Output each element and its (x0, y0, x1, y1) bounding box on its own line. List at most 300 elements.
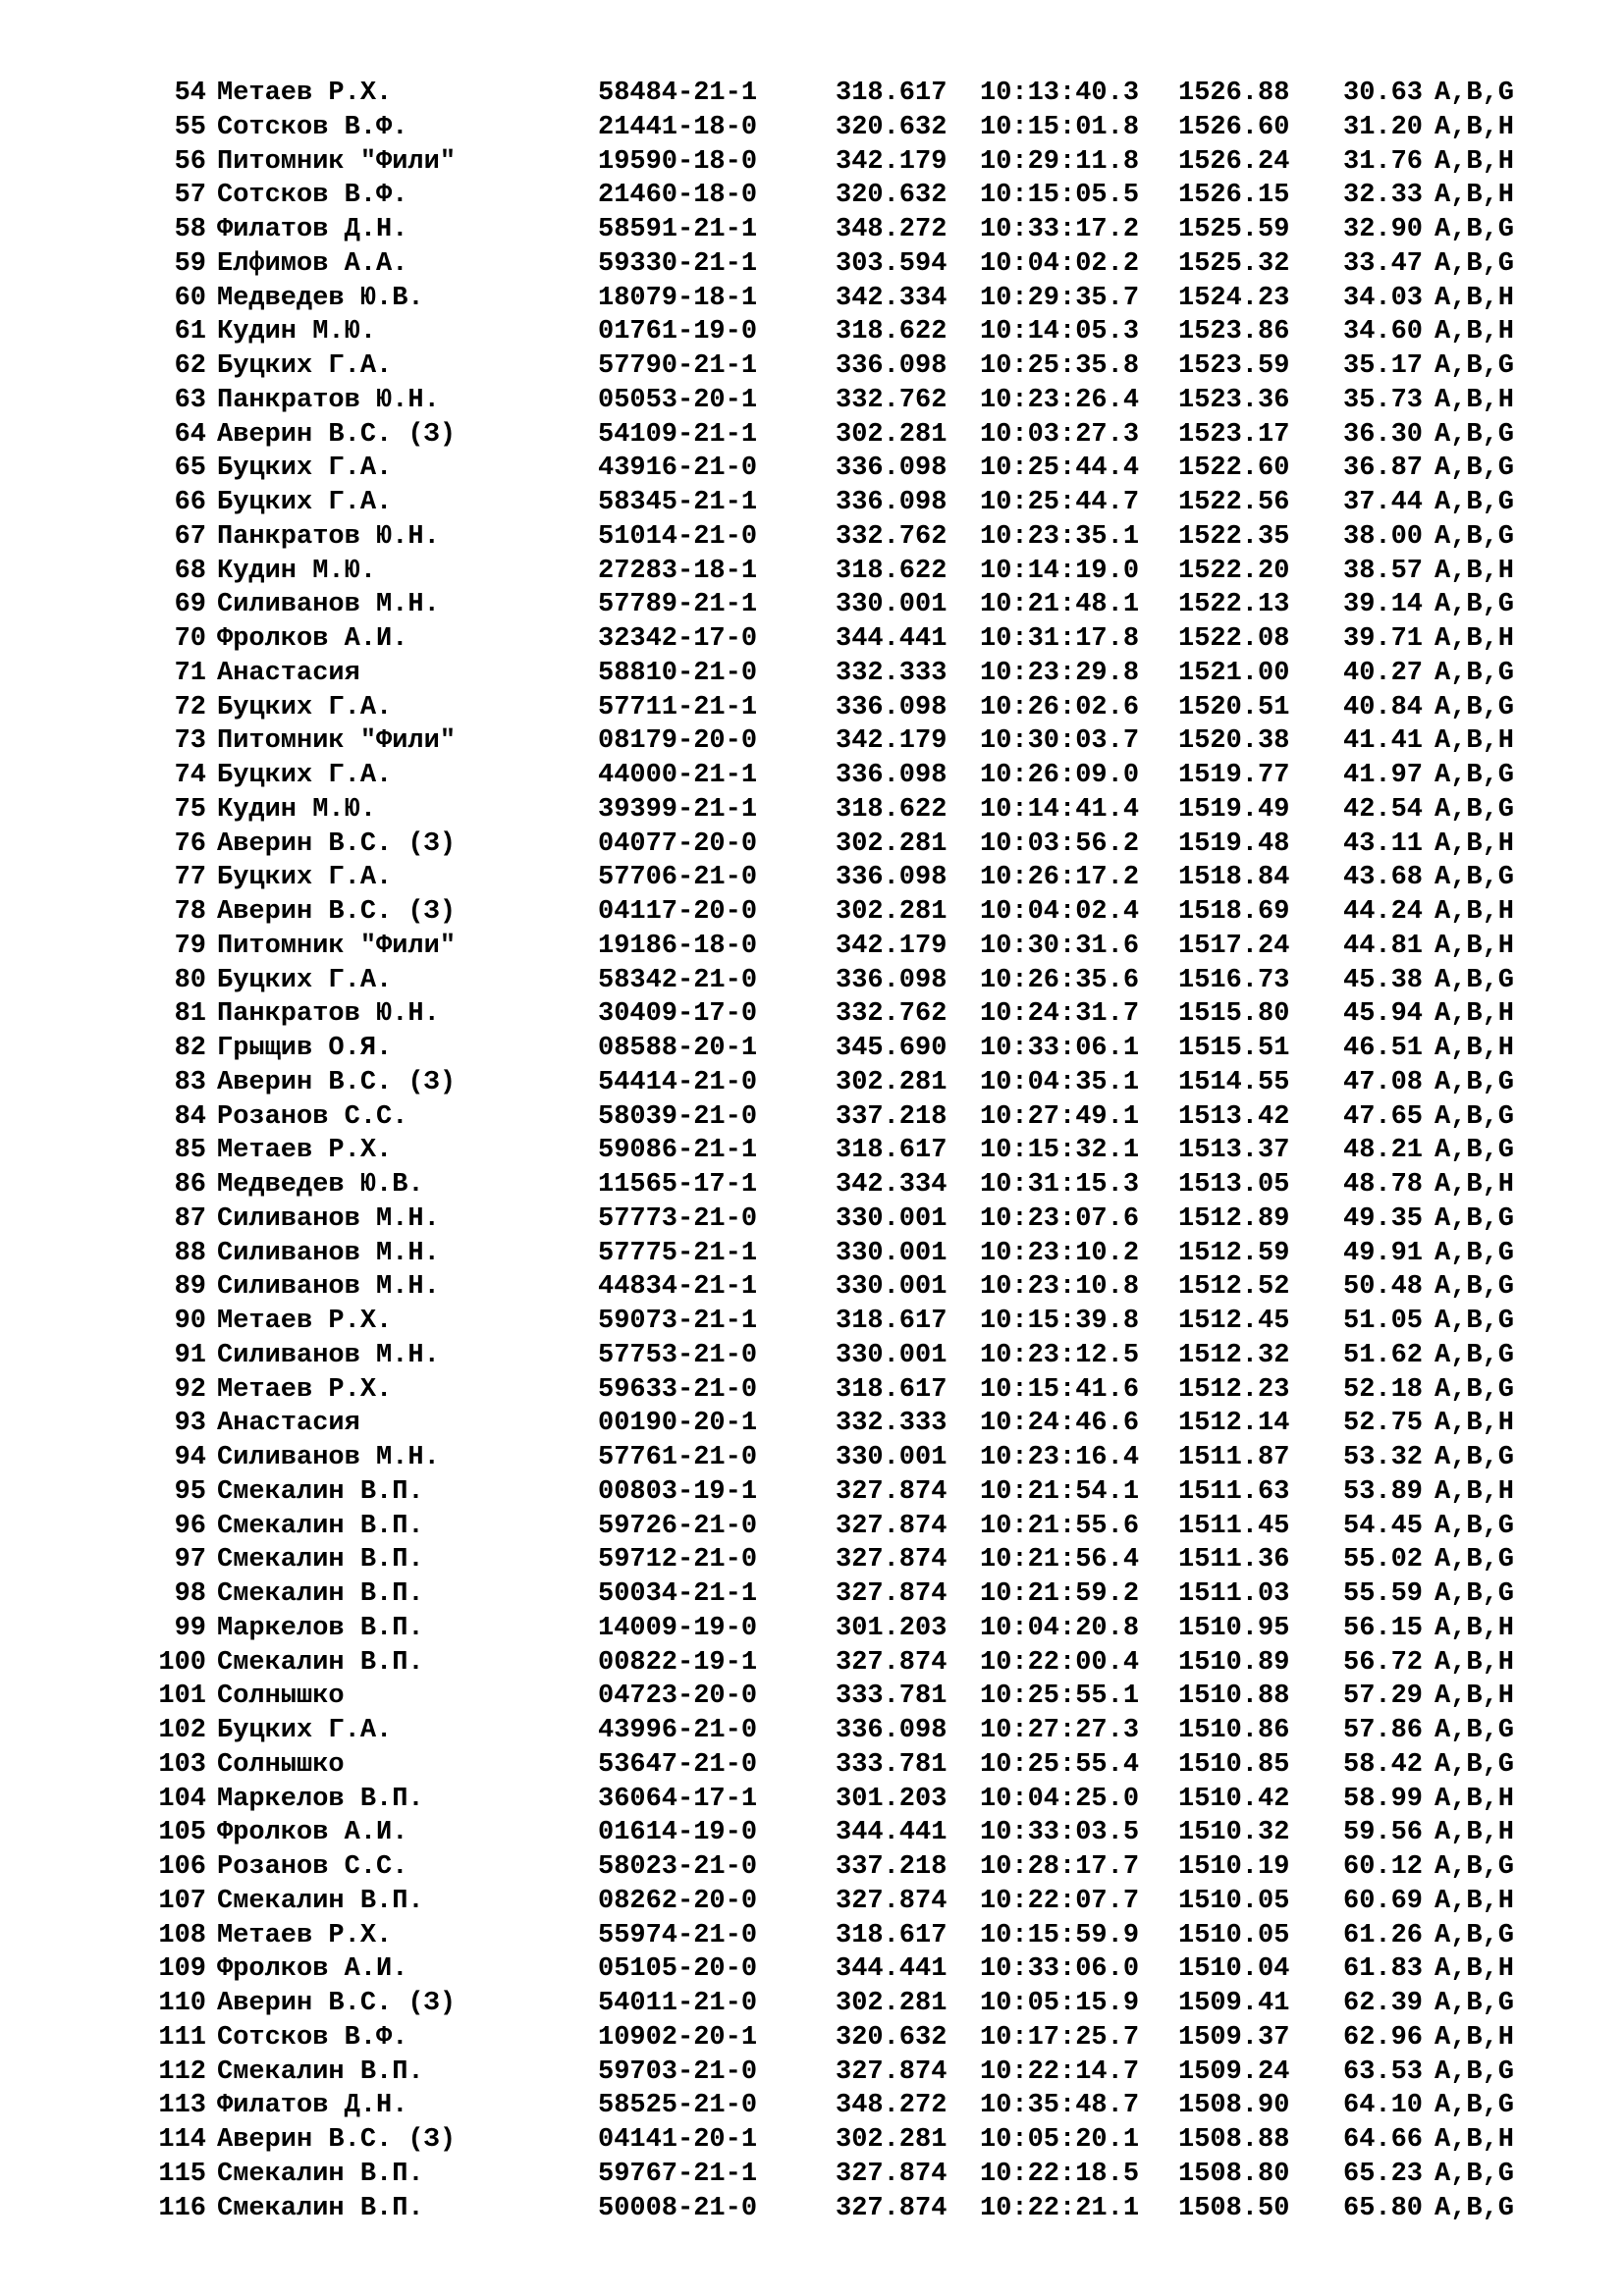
speed-cell: 1526.88 (1178, 79, 1290, 108)
arrival-time-cell: 10:15:39.8 (980, 1307, 1140, 1336)
distance-cell: 330.001 (836, 590, 947, 620)
arrival-time-cell: 10:14:41.4 (980, 794, 1140, 825)
points-cell: 31.20 (1343, 112, 1424, 142)
fancier-name-cell: Смекалин В.П. (217, 1647, 424, 1678)
speed-cell: 1521.00 (1178, 658, 1290, 688)
place-cell: 76 (174, 828, 206, 859)
fancier-name-cell: Смекалин В.П. (217, 1476, 424, 1507)
speed-cell: 1509.41 (1178, 1989, 1290, 2018)
arrival-time-cell: 10:33:03.5 (980, 1818, 1140, 1848)
place-cell: 97 (174, 1545, 206, 1575)
ring-number-cell: 43996-21-0 (598, 1716, 758, 1745)
table-row (0, 1407, 1624, 1441)
classes-cell: A,B,G (1435, 1989, 1515, 2018)
points-cell: 47.08 (1343, 1067, 1424, 1097)
distance-cell: 345.690 (836, 1034, 947, 1063)
points-cell: 60.69 (1343, 1886, 1424, 1916)
speed-cell: 1512.23 (1178, 1374, 1290, 1405)
points-cell: 64.10 (1343, 2091, 1424, 2121)
classes-cell: A,B,H (1435, 283, 1515, 313)
points-cell: 52.75 (1343, 1409, 1424, 1439)
classes-cell: A,B,G (1435, 658, 1515, 688)
points-cell: 59.56 (1343, 1818, 1424, 1848)
arrival-time-cell: 10:25:44.7 (980, 488, 1140, 517)
arrival-time-cell: 10:26:17.2 (980, 863, 1140, 893)
ring-number-cell: 57761-21-0 (598, 1443, 758, 1472)
classes-cell: A,B,G (1435, 1340, 1515, 1370)
arrival-time-cell: 10:25:55.4 (980, 1749, 1140, 1780)
place-cell: 86 (174, 1170, 206, 1200)
table-row (0, 997, 1624, 1032)
arrival-time-cell: 10:13:40.3 (980, 79, 1140, 108)
speed-cell: 1510.88 (1178, 1682, 1290, 1712)
place-cell: 94 (174, 1443, 206, 1472)
place-cell: 104 (158, 1784, 206, 1814)
fancier-name-cell: Смекалин В.П. (217, 1886, 424, 1916)
ring-number-cell: 19186-18-0 (598, 931, 758, 961)
distance-cell: 318.617 (836, 1920, 947, 1950)
speed-cell: 1511.03 (1178, 1579, 1290, 1609)
ring-number-cell: 50034-21-1 (598, 1579, 758, 1609)
distance-cell: 327.874 (836, 1579, 947, 1609)
table-row (0, 1168, 1624, 1202)
speed-cell: 1526.60 (1178, 112, 1290, 142)
ring-number-cell: 30409-17-0 (598, 999, 758, 1030)
table-row (0, 930, 1624, 964)
classes-cell: A,B,G (1435, 1136, 1515, 1166)
classes-cell: A,B,G (1435, 1101, 1515, 1132)
table-row (0, 1783, 1624, 1817)
speed-cell: 1508.90 (1178, 2091, 1290, 2121)
classes-cell: A,B,G (1435, 2193, 1515, 2223)
ring-number-cell: 57711-21-1 (598, 692, 758, 722)
classes-cell: A,B,H (1435, 556, 1515, 586)
table-row (0, 1816, 1624, 1850)
place-cell: 61 (174, 317, 206, 347)
points-cell: 44.24 (1343, 897, 1424, 927)
place-cell: 78 (174, 897, 206, 927)
place-cell: 74 (174, 761, 206, 790)
points-cell: 65.80 (1343, 2193, 1424, 2223)
place-cell: 60 (174, 283, 206, 313)
points-cell: 38.57 (1343, 556, 1424, 586)
arrival-time-cell: 10:17:25.7 (980, 2022, 1140, 2053)
ring-number-cell: 21441-18-0 (598, 112, 758, 142)
ring-number-cell: 54011-21-0 (598, 1989, 758, 2018)
speed-cell: 1520.51 (1178, 692, 1290, 722)
place-cell: 82 (174, 1034, 206, 1063)
points-cell: 36.87 (1343, 454, 1424, 484)
distance-cell: 318.617 (836, 79, 947, 108)
speed-cell: 1511.87 (1178, 1443, 1290, 1472)
table-row (0, 1543, 1624, 1577)
speed-cell: 1524.23 (1178, 283, 1290, 313)
points-cell: 44.81 (1343, 931, 1424, 961)
table-row (0, 622, 1624, 657)
table-row (0, 179, 1624, 213)
distance-cell: 318.617 (836, 1374, 947, 1405)
arrival-time-cell: 10:24:46.6 (980, 1409, 1140, 1439)
points-cell: 63.53 (1343, 2056, 1424, 2087)
speed-cell: 1508.88 (1178, 2125, 1290, 2155)
arrival-time-cell: 10:04:35.1 (980, 1067, 1140, 1097)
ring-number-cell: 54109-21-1 (598, 419, 758, 450)
distance-cell: 333.781 (836, 1682, 947, 1712)
points-cell: 55.59 (1343, 1579, 1424, 1609)
fancier-name-cell: Маркелов В.П. (217, 1613, 424, 1643)
distance-cell: 302.281 (836, 897, 947, 927)
speed-cell: 1522.13 (1178, 590, 1290, 620)
classes-cell: A,B,H (1435, 1784, 1515, 1814)
distance-cell: 342.179 (836, 931, 947, 961)
points-cell: 52.18 (1343, 1374, 1424, 1405)
ring-number-cell: 59086-21-1 (598, 1136, 758, 1166)
table-row (0, 1100, 1624, 1135)
classes-cell: A,B,G (1435, 215, 1515, 244)
points-cell: 65.23 (1343, 2159, 1424, 2189)
table-row (0, 282, 1624, 316)
points-cell: 61.26 (1343, 1920, 1424, 1950)
place-cell: 59 (174, 248, 206, 279)
arrival-time-cell: 10:14:19.0 (980, 556, 1140, 586)
ring-number-cell: 01761-19-0 (598, 317, 758, 347)
distance-cell: 301.203 (836, 1613, 947, 1643)
arrival-time-cell: 10:15:41.6 (980, 1374, 1140, 1405)
arrival-time-cell: 10:23:16.4 (980, 1443, 1140, 1472)
fancier-name-cell: Аверин В.С. (З) (217, 1067, 457, 1097)
points-cell: 45.94 (1343, 999, 1424, 1030)
distance-cell: 327.874 (836, 1647, 947, 1678)
table-row (0, 1237, 1624, 1271)
table-row (0, 861, 1624, 895)
fancier-name-cell: Кудин М.Ю. (217, 317, 377, 347)
fancier-name-cell: Анастасия (217, 658, 360, 688)
ring-number-cell: 59703-21-0 (598, 2056, 758, 2087)
table-row (0, 1919, 1624, 1953)
fancier-name-cell: Силиванов М.Н. (217, 1272, 440, 1303)
fancier-name-cell: Метаев Р.Х. (217, 79, 393, 108)
arrival-time-cell: 10:23:10.2 (980, 1238, 1140, 1268)
speed-cell: 1512.14 (1178, 1409, 1290, 1439)
distance-cell: 320.632 (836, 2022, 947, 2053)
arrival-time-cell: 10:21:54.1 (980, 1476, 1140, 1507)
points-cell: 58.99 (1343, 1784, 1424, 1814)
classes-cell: A,B,H (1435, 385, 1515, 415)
place-cell: 114 (158, 2125, 206, 2155)
speed-cell: 1509.37 (1178, 2022, 1290, 2053)
classes-cell: A,B,H (1435, 181, 1515, 211)
ring-number-cell: 00822-19-1 (598, 1647, 758, 1678)
table-row (0, 2021, 1624, 2056)
arrival-time-cell: 10:33:06.0 (980, 1954, 1140, 1985)
arrival-time-cell: 10:27:27.3 (980, 1716, 1140, 1745)
speed-cell: 1523.59 (1178, 351, 1290, 381)
table-row (0, 1305, 1624, 1339)
fancier-name-cell: Солнышко (217, 1682, 345, 1712)
distance-cell: 302.281 (836, 828, 947, 859)
table-row (0, 1270, 1624, 1305)
classes-cell: A,B,G (1435, 351, 1515, 381)
arrival-time-cell: 10:15:32.1 (980, 1136, 1140, 1166)
place-cell: 87 (174, 1203, 206, 1234)
table-row (0, 2192, 1624, 2226)
table-row (0, 1646, 1624, 1681)
place-cell: 64 (174, 419, 206, 450)
speed-cell: 1513.42 (1178, 1101, 1290, 1132)
place-cell: 73 (174, 726, 206, 757)
place-cell: 55 (174, 112, 206, 142)
table-row (0, 1850, 1624, 1885)
distance-cell: 327.874 (836, 1476, 947, 1507)
table-row (0, 1339, 1624, 1373)
speed-cell: 1523.86 (1178, 317, 1290, 347)
distance-cell: 348.272 (836, 2091, 947, 2121)
place-cell: 85 (174, 1136, 206, 1166)
place-cell: 63 (174, 385, 206, 415)
classes-cell: A,B,G (1435, 488, 1515, 517)
distance-cell: 318.622 (836, 317, 947, 347)
speed-cell: 1520.38 (1178, 726, 1290, 757)
place-cell: 72 (174, 692, 206, 722)
arrival-time-cell: 10:21:55.6 (980, 1511, 1140, 1541)
ring-number-cell: 44000-21-1 (598, 761, 758, 790)
distance-cell: 327.874 (836, 2159, 947, 2189)
ring-number-cell: 19590-18-0 (598, 146, 758, 177)
ring-number-cell: 59726-21-0 (598, 1511, 758, 1541)
table-row (0, 213, 1624, 247)
points-cell: 33.47 (1343, 248, 1424, 279)
distance-cell: 332.762 (836, 385, 947, 415)
ring-number-cell: 57789-21-1 (598, 590, 758, 620)
arrival-time-cell: 10:27:49.1 (980, 1101, 1140, 1132)
arrival-time-cell: 10:22:14.7 (980, 2056, 1140, 2087)
fancier-name-cell: Сотсков В.Ф. (217, 2022, 408, 2053)
place-cell: 67 (174, 521, 206, 552)
fancier-name-cell: Буцких Г.А. (217, 761, 393, 790)
speed-cell: 1510.05 (1178, 1886, 1290, 1916)
ring-number-cell: 08588-20-1 (598, 1034, 758, 1063)
table-row (0, 486, 1624, 520)
arrival-time-cell: 10:05:20.1 (980, 2125, 1140, 2155)
speed-cell: 1522.60 (1178, 454, 1290, 484)
fancier-name-cell: Розанов С.С. (217, 1101, 408, 1132)
ring-number-cell: 04723-20-0 (598, 1682, 758, 1712)
points-cell: 49.35 (1343, 1203, 1424, 1234)
classes-cell: A,B,H (1435, 1647, 1515, 1678)
ring-number-cell: 51014-21-0 (598, 521, 758, 552)
place-cell: 109 (158, 1954, 206, 1985)
table-row (0, 349, 1624, 384)
ring-number-cell: 54414-21-0 (598, 1067, 758, 1097)
points-cell: 47.65 (1343, 1101, 1424, 1132)
points-cell: 51.05 (1343, 1307, 1424, 1336)
fancier-name-cell: Смекалин В.П. (217, 2159, 424, 2189)
place-cell: 90 (174, 1307, 206, 1336)
arrival-time-cell: 10:21:59.2 (980, 1579, 1140, 1609)
classes-cell: A,B,G (1435, 1443, 1515, 1472)
distance-cell: 342.334 (836, 1170, 947, 1200)
arrival-time-cell: 10:23:12.5 (980, 1340, 1140, 1370)
fancier-name-cell: Метаев Р.Х. (217, 1374, 393, 1405)
arrival-time-cell: 10:22:18.5 (980, 2159, 1140, 2189)
classes-cell: A,B,G (1435, 1545, 1515, 1575)
ring-number-cell: 53647-21-0 (598, 1749, 758, 1780)
fancier-name-cell: Смекалин В.П. (217, 1511, 424, 1541)
classes-cell: A,B,G (1435, 1749, 1515, 1780)
arrival-time-cell: 10:28:17.7 (980, 1852, 1140, 1882)
speed-cell: 1511.36 (1178, 1545, 1290, 1575)
place-cell: 95 (174, 1476, 206, 1507)
fancier-name-cell: Панкратов Ю.Н. (217, 521, 440, 552)
place-cell: 102 (158, 1716, 206, 1745)
fancier-name-cell: Елфимов А.А. (217, 248, 408, 279)
ring-number-cell: 04077-20-0 (598, 828, 758, 859)
classes-cell: A,B,G (1435, 1374, 1515, 1405)
arrival-time-cell: 10:15:59.9 (980, 1920, 1140, 1950)
ring-number-cell: 59073-21-1 (598, 1307, 758, 1336)
distance-cell: 336.098 (836, 1716, 947, 1745)
arrival-time-cell: 10:31:17.8 (980, 624, 1140, 654)
distance-cell: 320.632 (836, 112, 947, 142)
fancier-name-cell: Смекалин В.П. (217, 1545, 424, 1575)
table-row (0, 588, 1624, 622)
table-row (0, 1032, 1624, 1066)
place-cell: 57 (174, 181, 206, 211)
place-cell: 62 (174, 351, 206, 381)
table-row (0, 2158, 1624, 2192)
table-row (0, 77, 1624, 111)
points-cell: 43.68 (1343, 863, 1424, 893)
arrival-time-cell: 10:23:10.8 (980, 1272, 1140, 1303)
fancier-name-cell: Солнышко (217, 1749, 345, 1780)
ring-number-cell: 27283-18-1 (598, 556, 758, 586)
classes-cell: A,B,G (1435, 1272, 1515, 1303)
place-cell: 83 (174, 1067, 206, 1097)
table-row (0, 384, 1624, 418)
ring-number-cell: 08179-20-0 (598, 726, 758, 757)
points-cell: 38.00 (1343, 521, 1424, 552)
table-row (0, 895, 1624, 930)
speed-cell: 1522.56 (1178, 488, 1290, 517)
arrival-time-cell: 10:23:35.1 (980, 521, 1140, 552)
speed-cell: 1513.37 (1178, 1136, 1290, 1166)
points-cell: 62.96 (1343, 2022, 1424, 2053)
ring-number-cell: 05053-20-1 (598, 385, 758, 415)
classes-cell: A,B,H (1435, 999, 1515, 1030)
table-row (0, 145, 1624, 180)
distance-cell: 318.622 (836, 556, 947, 586)
fancier-name-cell: Буцких Г.А. (217, 454, 393, 484)
fancier-name-cell: Фролков А.И. (217, 1954, 408, 1985)
classes-cell: A,B,H (1435, 1170, 1515, 1200)
speed-cell: 1510.19 (1178, 1852, 1290, 1882)
arrival-time-cell: 10:23:07.6 (980, 1203, 1140, 1234)
place-cell: 113 (158, 2091, 206, 2121)
fancier-name-cell: Смекалин В.П. (217, 1579, 424, 1609)
points-cell: 57.29 (1343, 1682, 1424, 1712)
ring-number-cell: 04117-20-0 (598, 897, 758, 927)
speed-cell: 1522.08 (1178, 624, 1290, 654)
fancier-name-cell: Маркелов В.П. (217, 1784, 424, 1814)
ring-number-cell: 39399-21-1 (598, 794, 758, 825)
table-row (0, 828, 1624, 862)
classes-cell: A,B,H (1435, 1818, 1515, 1848)
place-cell: 79 (174, 931, 206, 961)
distance-cell: 332.762 (836, 521, 947, 552)
table-row (0, 759, 1624, 793)
speed-cell: 1523.36 (1178, 385, 1290, 415)
fancier-name-cell: Силиванов М.Н. (217, 1203, 440, 1234)
distance-cell: 336.098 (836, 488, 947, 517)
place-cell: 58 (174, 215, 206, 244)
classes-cell: A,B,G (1435, 2091, 1515, 2121)
points-cell: 53.32 (1343, 1443, 1424, 1472)
points-cell: 53.89 (1343, 1476, 1424, 1507)
table-row (0, 1441, 1624, 1475)
classes-cell: A,B,G (1435, 1852, 1515, 1882)
speed-cell: 1511.45 (1178, 1511, 1290, 1541)
speed-cell: 1514.55 (1178, 1067, 1290, 1097)
place-cell: 112 (158, 2056, 206, 2087)
ring-number-cell: 21460-18-0 (598, 181, 758, 211)
table-row (0, 1885, 1624, 1919)
distance-cell: 302.281 (836, 1067, 947, 1097)
place-cell: 77 (174, 863, 206, 893)
speed-cell: 1519.77 (1178, 761, 1290, 790)
distance-cell: 330.001 (836, 1238, 947, 1268)
speed-cell: 1518.84 (1178, 863, 1290, 893)
arrival-time-cell: 10:33:17.2 (980, 215, 1140, 244)
ring-number-cell: 59330-21-1 (598, 248, 758, 279)
distance-cell: 344.441 (836, 1954, 947, 1985)
ring-number-cell: 57753-21-0 (598, 1340, 758, 1370)
ring-number-cell: 00190-20-1 (598, 1409, 758, 1439)
arrival-time-cell: 10:14:05.3 (980, 317, 1140, 347)
fancier-name-cell: Аверин В.С. (З) (217, 1989, 457, 2018)
table-row (0, 452, 1624, 486)
speed-cell: 1518.69 (1178, 897, 1290, 927)
arrival-time-cell: 10:15:05.5 (980, 181, 1140, 211)
ring-number-cell: 58525-21-0 (598, 2091, 758, 2121)
ring-number-cell: 55974-21-0 (598, 1920, 758, 1950)
arrival-time-cell: 10:26:09.0 (980, 761, 1140, 790)
place-cell: 106 (158, 1852, 206, 1882)
fancier-name-cell: Аверин В.С. (З) (217, 2125, 457, 2155)
ring-number-cell: 01614-19-0 (598, 1818, 758, 1848)
table-row (0, 691, 1624, 725)
ring-number-cell: 58484-21-1 (598, 79, 758, 108)
place-cell: 91 (174, 1340, 206, 1370)
speed-cell: 1510.86 (1178, 1716, 1290, 1745)
ring-number-cell: 10902-20-1 (598, 2022, 758, 2053)
classes-cell: A,B,G (1435, 454, 1515, 484)
table-row (0, 555, 1624, 589)
place-cell: 115 (158, 2159, 206, 2189)
place-cell: 71 (174, 658, 206, 688)
arrival-time-cell: 10:04:20.8 (980, 1613, 1140, 1643)
arrival-time-cell: 10:26:02.6 (980, 692, 1140, 722)
speed-cell: 1515.51 (1178, 1034, 1290, 1063)
fancier-name-cell: Кудин М.Ю. (217, 556, 377, 586)
speed-cell: 1517.24 (1178, 931, 1290, 961)
table-row (0, 1510, 1624, 1544)
fancier-name-cell: Аверин В.С. (З) (217, 897, 457, 927)
place-cell: 92 (174, 1374, 206, 1405)
table-row (0, 1714, 1624, 1748)
fancier-name-cell: Силиванов М.Н. (217, 1238, 440, 1268)
points-cell: 37.44 (1343, 488, 1424, 517)
fancier-name-cell: Кудин М.Ю. (217, 794, 377, 825)
